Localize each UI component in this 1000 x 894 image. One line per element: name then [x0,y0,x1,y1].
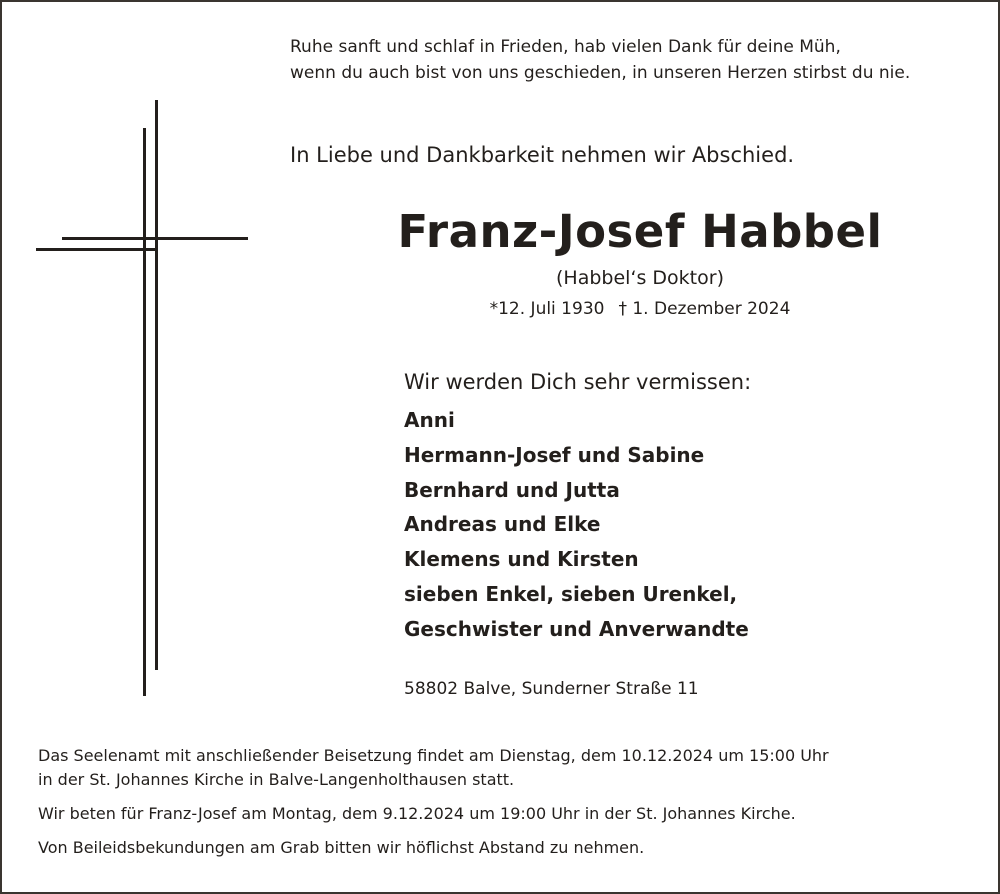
birth-date: *12. Juli 1930 [489,299,605,319]
mourner-item: Klemens und Kirsten [404,547,639,572]
poem [290,34,910,86]
poem-line-2: wenn du auch bist von uns geschieden, in unseren Herzen stirbst du nie. [290,63,911,83]
mourner-item: Geschwister und Anverwandte [404,616,749,641]
deceased-name: Franz-Josef Habbel [397,205,883,258]
deceased-nickname: (Habbel‘s Doktor) [556,267,724,289]
mourners-list [404,403,749,647]
mourner-item: Andreas und Elke [404,512,601,537]
prayer-notice: Wir beten für Franz-Josef am Montag, dem 9.12.2024 um 19:00 Uhr in der St. Johannes Kirche. [38,804,796,823]
mourner-item: Bernhard und Jutta [404,477,620,502]
mourner-item: Hermann-Josef und Sabine [404,442,705,467]
farewell-intro: In Liebe und Dankbarkeit nehmen wir Abschied. [290,143,795,167]
miss-line: Wir werden Dich sehr vermissen: [404,370,752,394]
life-dates [380,296,900,322]
condolence-notice: Von Beileidsbekundungen am Grab bitten wir höflichst Abstand zu nehmen. [38,838,645,857]
address: 58802 Balve, Sunderner Straße 11 [404,679,699,699]
mourner-item: sieben Enkel, sieben Urenkel, [404,581,738,606]
service-notices [38,744,829,860]
death-date: † 1. Dezember 2024 [618,299,791,319]
funeral-notice-line-1: Das Seelenamt mit anschließender Beisetzung findet am Dienstag, dem 10.12.2024 um 15:00 Uhr [38,746,829,765]
funeral-notice-line-2: in der St. Johannes Kirche in Balve-Langenholthausen statt. [38,770,515,789]
mourner-item: Anni [404,408,455,432]
cross-icon [36,100,252,700]
poem-line-1: Ruhe sanft und schlaf in Frieden, hab vielen Dank für deine Müh, [290,37,841,57]
